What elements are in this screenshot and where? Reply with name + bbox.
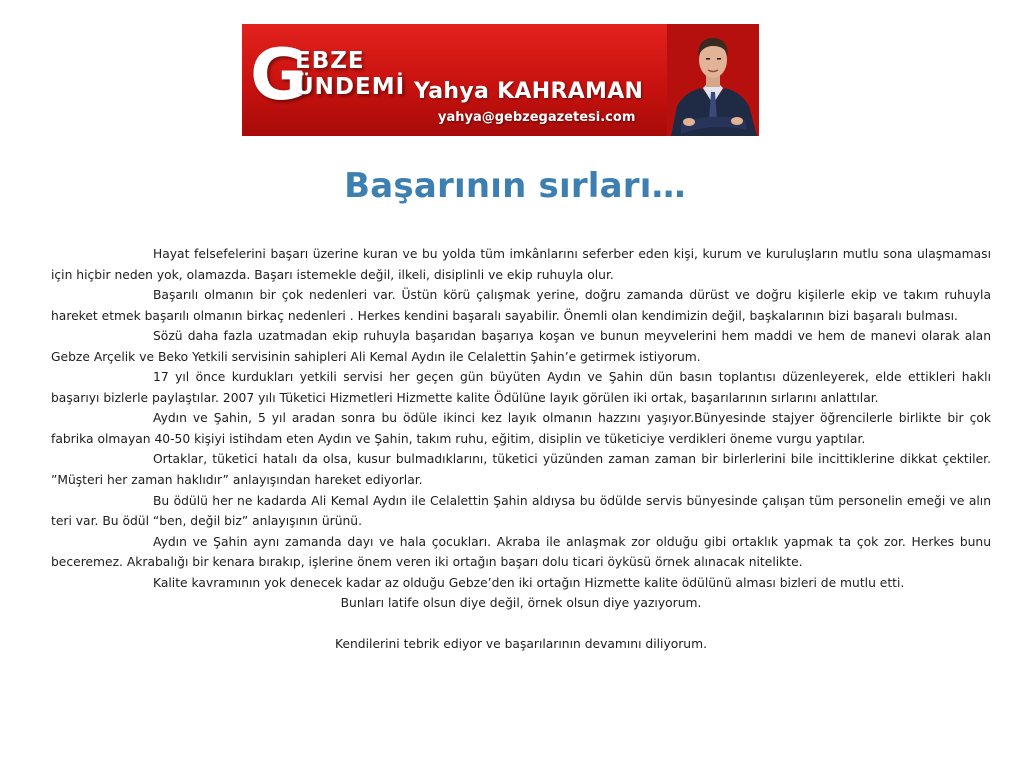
gebze-gundemi-logo xyxy=(250,34,406,124)
paragraph: Ortaklar, tüketici hatalı da olsa, kusur bulmadıklarını, tüketici yüzünden zaman zaman bir birlerlerini bile incittiklerine dikkat çektiler. ”Müşteri her zaman haklıdır” anlayışından hareket ediyorlar. xyxy=(51,452,991,488)
logo-word-line1: EBZE xyxy=(295,48,365,74)
closing-line: Kendilerini tebrik ediyor ve başarılarının devamını diliyorum. xyxy=(335,637,707,652)
paragraph: Hayat felsefelerini başarı üzerine kuran ve bu yolda tüm imkânlarını seferber eden kişi, kurum ve kuruluşların mutlu sona ulaşmaması için hiçbir neden yok, olamazda. Başarı istemekle değil, ilkeli, disiplinli ve ekip ruhuyla olur. xyxy=(51,247,991,282)
header-banner xyxy=(242,24,759,136)
logo-letter: G xyxy=(250,34,308,116)
paragraph: Sözü daha fazla uzatmadan ekip ruhuyla başarıdan başarıya koşan ve bunun meyvelerini hem maddi ve hem de manevi olarak alan Gebze Arçelik ve Beko Yetkili servisinin sahipleri Ali Kemal Aydın ile Celalettin Şahin’e getirmek istiyorum. xyxy=(51,329,991,364)
author-photo xyxy=(667,24,759,136)
paragraph: Bu ödülü her ne kadarda Ali Kemal Aydın ile Celalettin Şahin aldıysa bu ödülde servis bünyesinde çalışan tüm personelin emeği ve alın teri var. Bu ödül “ben, değil biz” anlayışının ürünü. xyxy=(51,493,991,529)
logo-word-line2: ÜNDEMİ xyxy=(295,74,406,100)
paragraph: Aydın ve Şahin aynı zamanda dayı ve hala çocukları. Akraba ile anlaşmak zor olduğu gibi ortaklık yapmak ta çok zor. Herkes bunu beceremez. Akrabalığı bir kenara bırakıp, işlerine önem veren iki ortağın başarı dolu ticari öyküsü örnek alınacak nitelikte. xyxy=(51,534,991,570)
paragraph: Aydın ve Şahin, 5 yıl aradan sonra bu ödüle ikinci kez layık olmanın hazzını yaşıyor.Bünyesinde stajyer öğrencilerle birlikte bir çok fabrika olmayan 40-50 kişiyi istihdam eten Aydın ve Şahin, takım ruhu, eğitim, disiplin ve tüketiciye verdikleri öneme vurgu yaptılar. xyxy=(51,411,991,446)
author-name: Yahya KAHRAMAN xyxy=(414,79,644,104)
paragraph: Kalite kavramının yok denecek kadar az olduğu Gebze’den iki ortağın Hizmette kalite ödülünü alması bizleri de mutlu etti. xyxy=(153,575,905,590)
article-body xyxy=(51,244,991,655)
article-title: Başarının sırları… xyxy=(344,166,686,206)
centered-line: Bunları latife olsun diye değil, örnek olsun diye yazıyorum. xyxy=(340,596,702,611)
paragraph: 17 yıl önce kurdukları yetkili servisi her geçen gün büyüten Aydın ve Şahin dün basın toplantısı düzenleyerek, elde ettikleri haklı başarıyı bizlerle paylaştılar. 2007 yılı Tüketici Hizmetleri Hizmette kalite Ödülüne layık görülen iki ortak, başarılarının sırlarını anlattılar. xyxy=(51,370,991,405)
paragraph: Başarılı olmanın bir çok nedenleri var. Üstün körü çalışmak yerine, doğru zamanda dürüst ve doğru kişilerle ekip ve takım ruhuyla hareket etmek başarılı olmanın birkaç nedenleri . Herkes kendini başaralı sayabilir. Önemli olan kendimizin değil, başkalarının bizi başaralı bulması. xyxy=(51,288,991,323)
author-email: yahya@gebzegazetesi.com xyxy=(438,110,636,125)
